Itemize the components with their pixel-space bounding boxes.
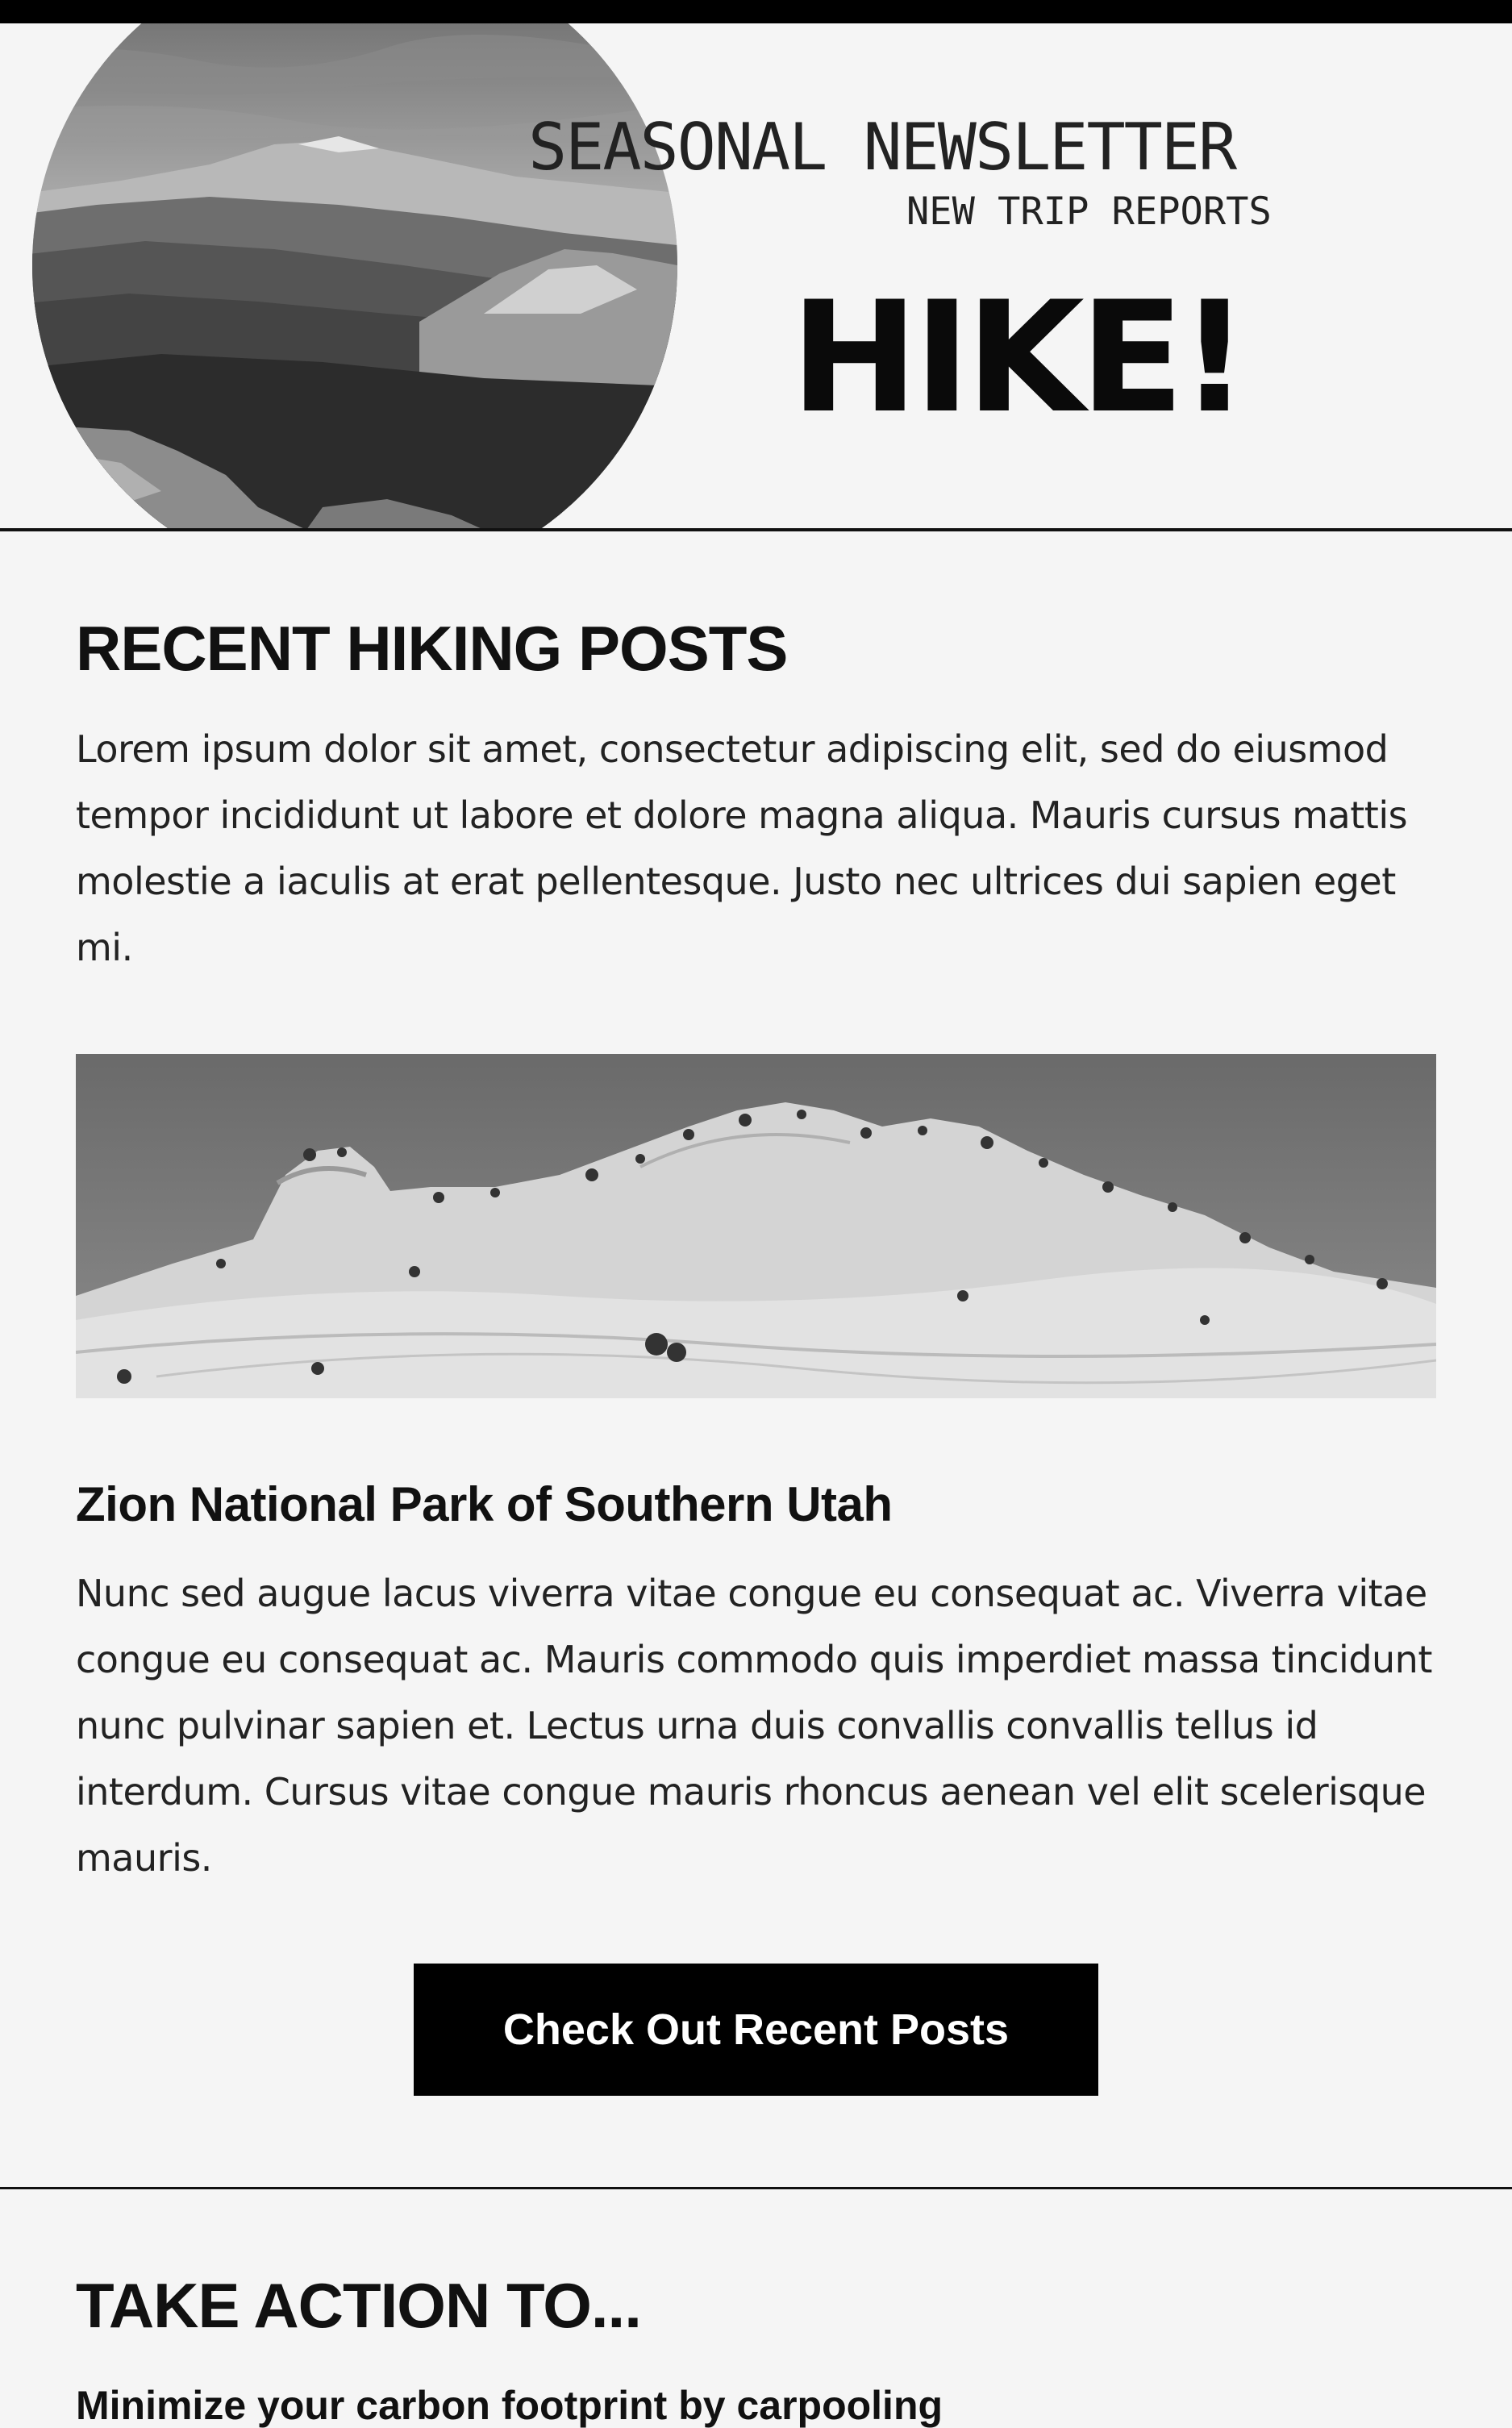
post-body: Nunc sed augue lacus viverra vitae congue eu consequat ac. Viverra vitae congue eu consequat ac. Mauris commodo quis imperdiet massa tincidunt nunc pulvinar sapien et. Lectus urna duis convallis convallis tellus id interdum. Cursus vitae congue mauris rhoncus aenean vel elit scelerisque mauris. xyxy=(76,1572,1432,1880)
mountain-landscape-image xyxy=(0,23,677,530)
section-divider xyxy=(0,2187,1512,2189)
recent-posts-intro-block xyxy=(76,716,1436,981)
recent-posts-intro: Lorem ipsum dolor sit amet, consectetur adipiscing elit, sed do eiusmod tempor incididunt ut labore et dolore magna aliqua. Mauris cursus mattis molestie a iaculis at erat pellentesque. Justo nec ultrices dui sapien eget mi. xyxy=(76,727,1408,969)
post-title-block xyxy=(76,1477,1436,1531)
take-action-heading: TAKE ACTION TO... xyxy=(76,2270,641,2341)
newsletter-title: SEASONAL NEWSLETTER xyxy=(528,110,1236,185)
hike-title: HIKE! xyxy=(790,269,1245,447)
zion-park-image xyxy=(76,1054,1436,1398)
take-action-section xyxy=(76,2270,1436,2341)
header-divider xyxy=(0,528,1512,531)
post-title: Zion National Park of Southern Utah xyxy=(76,1477,893,1531)
newsletter-header xyxy=(0,23,1512,530)
recent-posts-section xyxy=(76,613,1436,684)
post-body-block xyxy=(76,1560,1436,1891)
top-bar xyxy=(0,0,1512,23)
recent-posts-heading: RECENT HIKING POSTS xyxy=(76,613,788,684)
check-out-recent-posts-button[interactable]: Check Out Recent Posts xyxy=(414,1964,1098,2096)
take-action-item-carpooling: Minimize your carbon footprint by carpooling xyxy=(76,2383,943,2428)
newsletter-subtitle: NEW TRIP REPORTS xyxy=(906,189,1272,234)
